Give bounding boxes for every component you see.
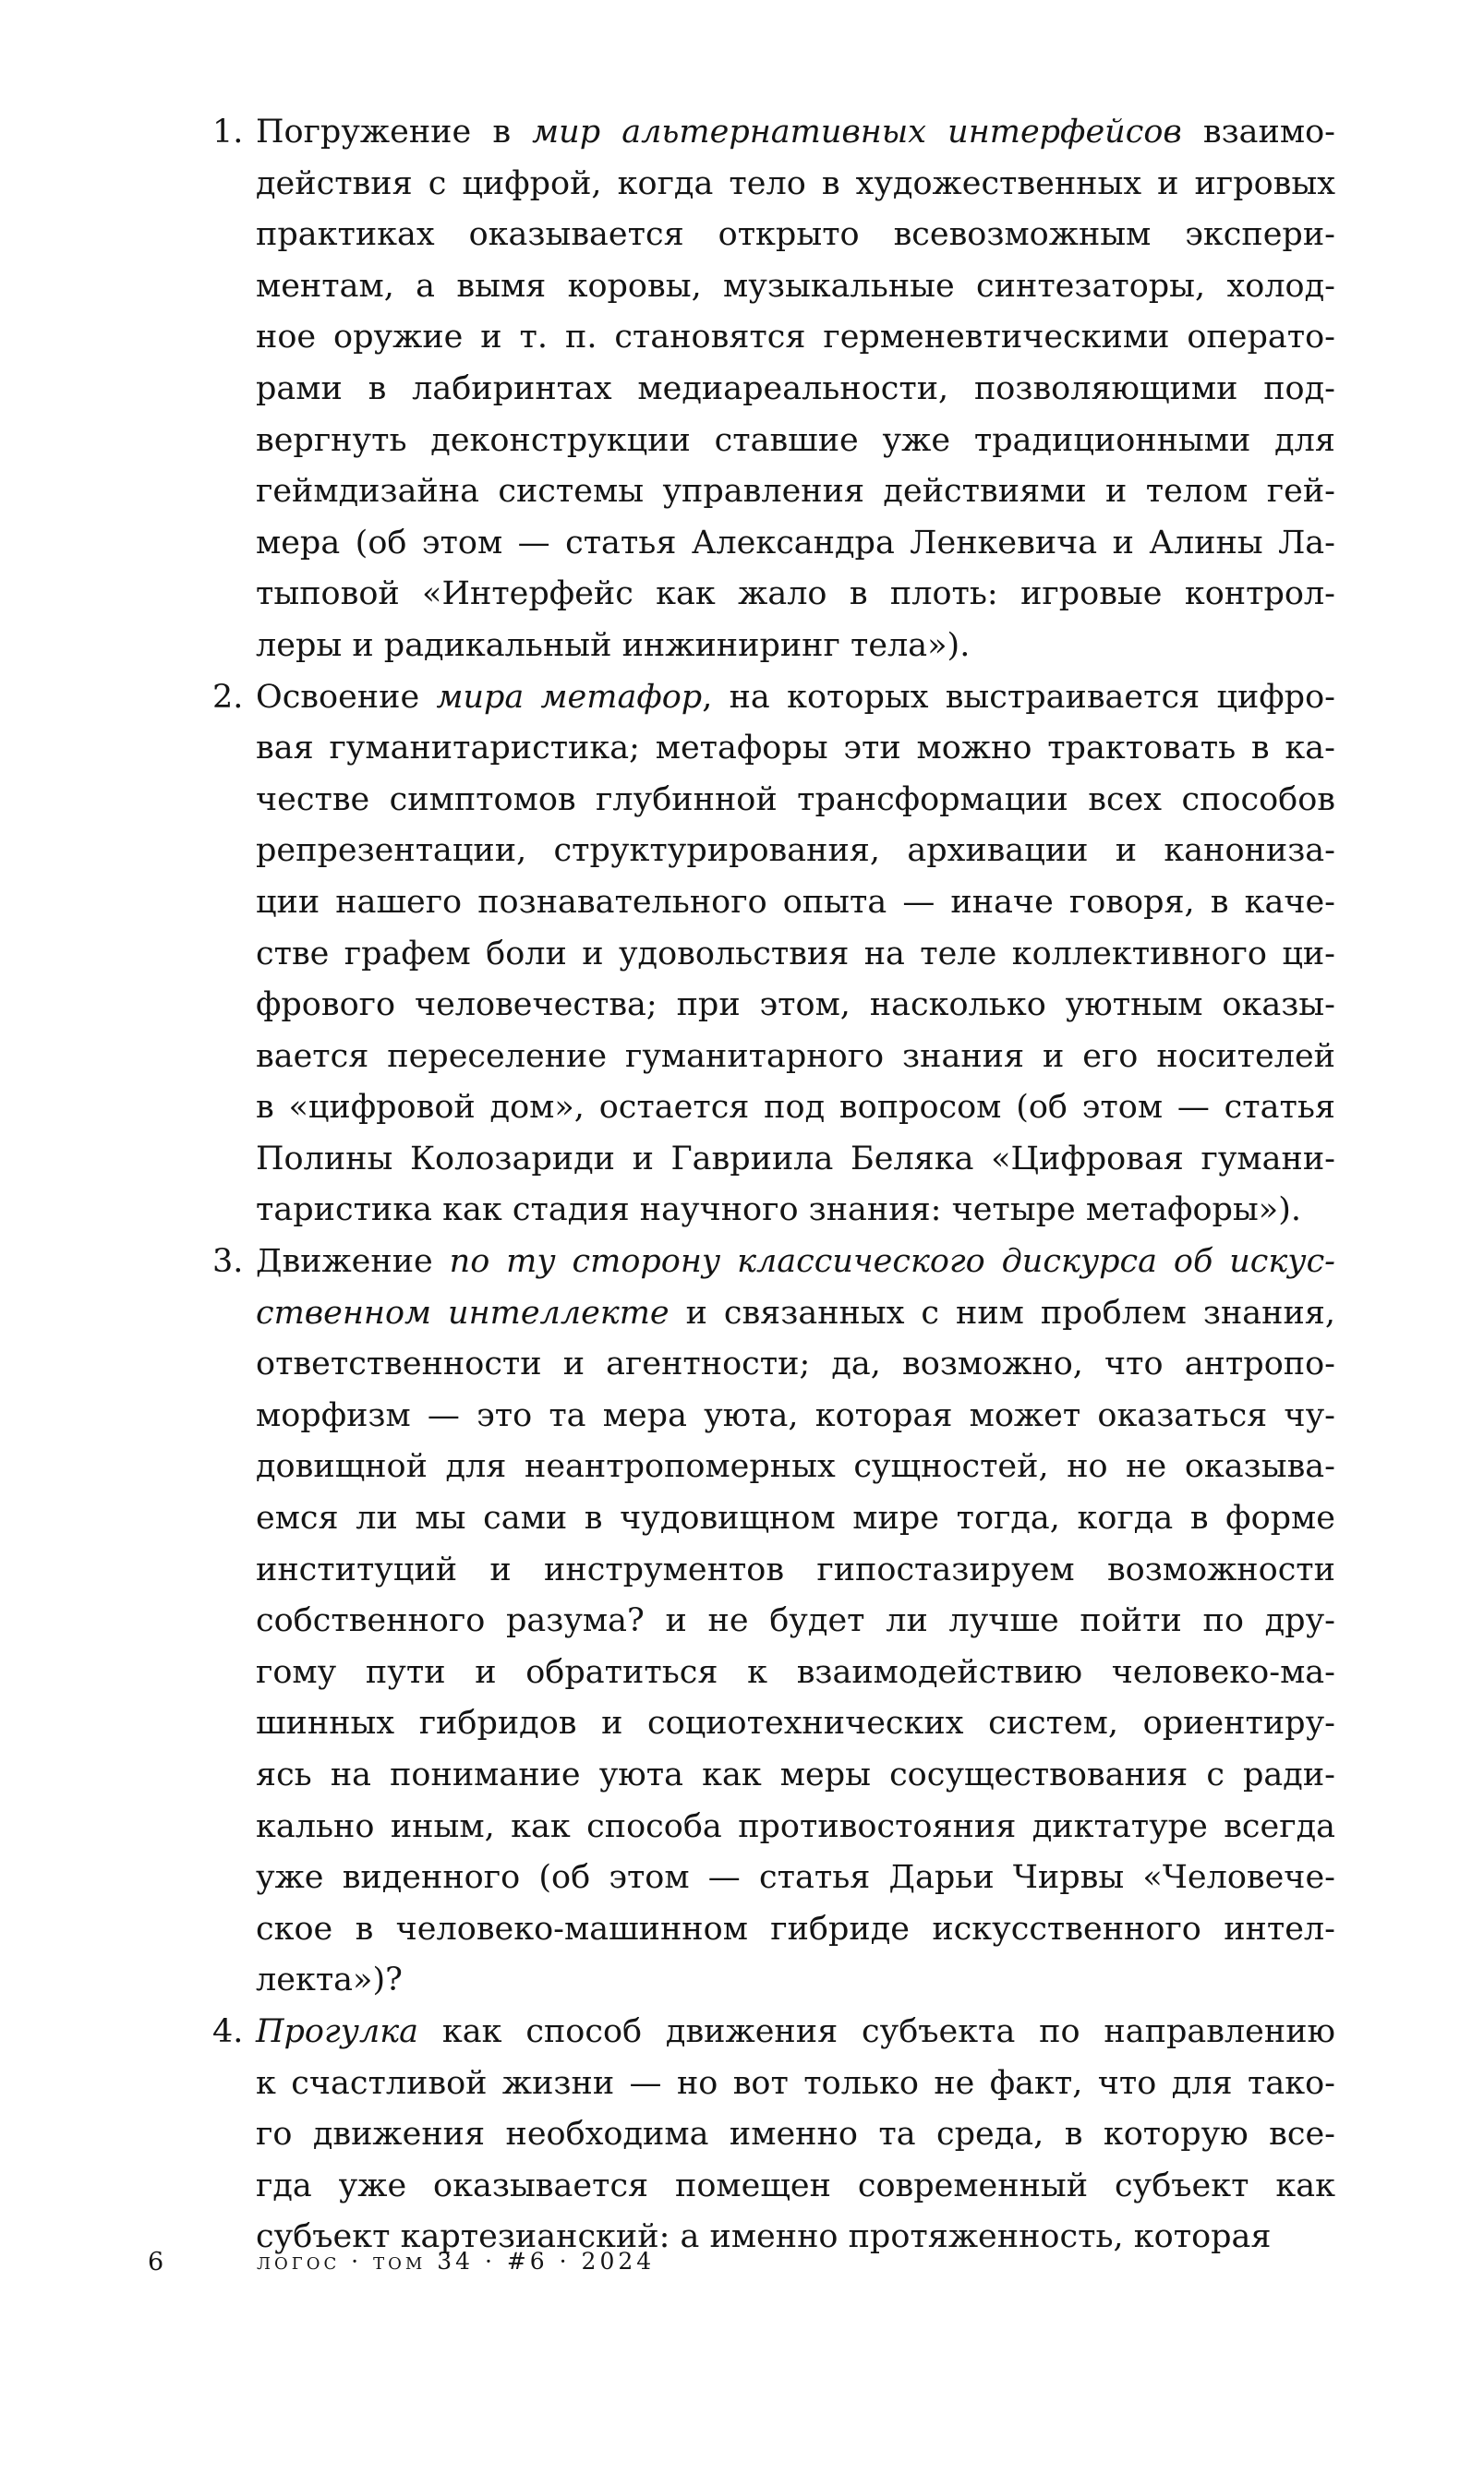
text-line [256,775,1335,827]
list-item-number: 4. [212,2012,244,2050]
text-line [256,1955,1335,2007]
text-run: как способ движения субъекта по направлению [418,2012,1335,2050]
text-line [256,877,1335,929]
text-line [256,416,1335,467]
text-line [256,1545,1335,1597]
text-run: в «цифровой дом», остается под вопросом (об этом — статья [256,1089,1335,1127]
text-run: довищной для неантропомерных сущностей, но не оказыва- [256,1448,1335,1486]
text-line [256,929,1335,981]
list-item [212,1237,1335,2007]
text-run: институций и инструментов гипостазируем возможности [256,1551,1335,1588]
text-run: леры и радикальный инжиниринг тела»). [256,626,971,664]
italic-run: мира метафор [436,678,703,716]
list-item [212,672,1335,1237]
text-run: геймдизайна системы управления действиями и телом гей- [256,473,1335,511]
page-number: 6 [148,2248,164,2276]
text-line [256,2109,1335,2161]
text-run: ясь на понимание уюта как меры сосуществования с ради- [256,1757,1335,1793]
text-run: Полины Колозариди и Гавриила Беляка «Цифровая гумани- [256,1140,1335,1177]
text-line [256,1032,1335,1083]
text-line [256,1493,1335,1545]
text-line [256,1750,1335,1802]
text-line [256,826,1335,877]
list-item [212,2007,1335,2264]
text-line [256,672,1335,724]
text-run: морфизм — это та мера уюта, которая может оказаться чу- [256,1396,1335,1434]
italic-run: по ту сторону классического дискурса об искус- [449,1243,1335,1281]
text-run: взаимо- [1181,114,1335,151]
text-run: ции нашего познавательного опыта — иначе говоря, в каче- [256,883,1335,921]
text-line [256,2161,1335,2213]
text-line [256,1082,1335,1134]
text-line [256,1596,1335,1648]
text-line [256,1442,1335,1493]
text-run: ментам, а вымя коровы, музыкальные синтезаторы, холод- [256,267,1335,305]
text-run: честве симптомов глубинной трансформации всех способов [256,780,1335,818]
text-run: стве графем боли и удовольствия на теле коллективного ци- [256,935,1335,972]
text-line [256,1237,1335,1288]
article-body [212,107,1335,2264]
text-run: к счастливой жизни — но вот только не факт, что для тако- [256,2064,1335,2102]
text-line [256,569,1335,621]
text-run: гда уже оказывается помещен современный субъект как [256,2167,1335,2204]
text-line [256,1185,1335,1237]
text-run: уже виденного (об этом — статья Дарьи Чирвы «Человече- [256,1859,1335,1897]
text-line [256,621,1335,672]
text-run: репрезентации, структурирования, архивации и канониза- [256,832,1335,870]
text-line [256,1698,1335,1750]
text-run: тыповой «Интерфейс как жало в плоть: игровые контрол- [256,575,1335,613]
text-line [256,1288,1335,1340]
text-run: ответственности и агентности; да, возможно, что антропо- [256,1346,1335,1383]
text-line [256,312,1335,364]
running-head: логос · том 34 · #6 · 2024 [257,2248,656,2275]
text-line [256,1853,1335,1904]
text-run: ное оружие и т. п. становятся герменевтическими операто- [256,319,1335,356]
text-run: и связанных с ним проблем знания, [669,1294,1335,1332]
text-line [256,2058,1335,2110]
text-run: вается переселение гуманитарного знания и его носителей [256,1037,1335,1075]
list-item-number: 2. [212,678,244,716]
text-run: Погружение в [256,114,533,151]
text-line [256,2007,1335,2058]
text-line [256,210,1335,261]
list-item-number: 1. [212,114,244,151]
text-run: мера (об этом — статья Александра Ленкевича и Алины Ла- [256,524,1335,561]
text-run: Движение [256,1243,450,1281]
page-footer [0,2248,1484,2285]
text-run: Освоение [256,678,437,716]
text-line [256,980,1335,1032]
text-run: фрового человечества; при этом, насколько уютным оказы- [256,986,1335,1024]
text-line [256,518,1335,570]
text-line [256,1802,1335,1853]
italic-run: ственном интеллекте [256,1294,670,1332]
text-line [256,1904,1335,1956]
text-run: кально иным, как способа противостояния диктатуре всегда [256,1807,1335,1845]
text-run: го движения необходима именно та среда, в которую все- [256,2116,1335,2154]
italic-run: Прогулка [256,2012,419,2050]
text-line [256,1648,1335,1699]
text-line [256,364,1335,416]
text-run: субъект картезианский: а именно протяженность, которая [256,2218,1272,2256]
text-run: гому пути и обратиться к взаимодействию человеко-ма- [256,1653,1335,1691]
text-line [256,107,1335,159]
text-run: рами в лабиринтах медиареальности, позволяющими под- [256,369,1335,407]
text-line [256,261,1335,313]
text-line [256,723,1335,775]
text-run: практиках оказывается открыто всевозможным экспери- [256,216,1335,254]
text-line [256,1339,1335,1391]
list-item-number: 3. [212,1243,244,1281]
text-line [256,1134,1335,1186]
text-run: таристика как стадия научного знания: четыре метафоры»). [256,1191,1301,1229]
text-run: действия с цифрой, когда тело в художественных и игровых [256,164,1335,202]
text-line [256,159,1335,211]
text-run: вая гуманитаристика; метафоры эти можно трактовать в ка- [256,730,1335,767]
list-item [212,107,1335,672]
text-run: емся ли мы сами в чудовищном мире тогда, когда в форме [256,1500,1335,1538]
italic-run: мир альтернативных интерфейсов [532,114,1182,151]
text-run: , на которых выстраивается цифро- [702,678,1335,716]
text-run: лекта»)? [256,1962,403,1999]
text-run: ское в человеко-машинном гибриде искусственного интел- [256,1910,1335,1948]
text-run: шинных гибридов и социотехнических систем, ориентиру- [256,1705,1335,1743]
text-run: вергнуть деконструкции ставшие уже традиционными для [256,421,1335,459]
text-line [256,466,1335,518]
text-line [256,1391,1335,1443]
text-run: собственного разума? и не будет ли лучше пойти по дру- [256,1602,1335,1640]
